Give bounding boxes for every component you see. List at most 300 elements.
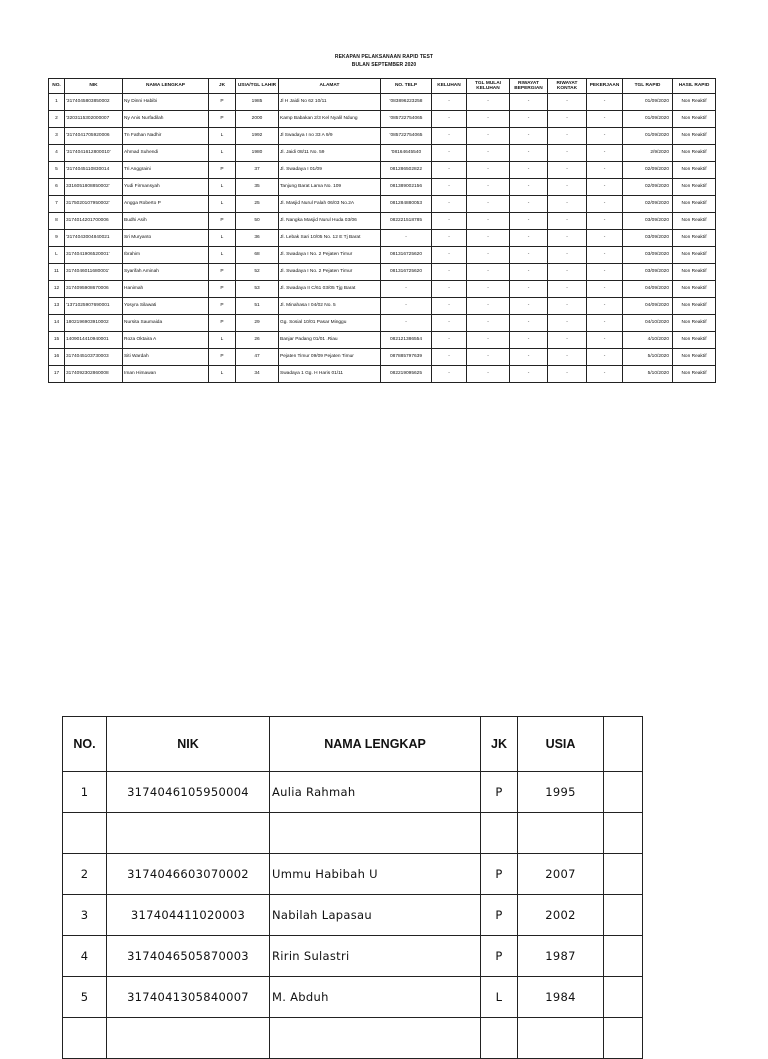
table-cell: 03/09/2020 xyxy=(623,213,673,230)
table-cell: 7 xyxy=(49,196,65,213)
table-cell: 5/10/2020 xyxy=(623,349,673,366)
table-cell: - xyxy=(510,298,548,315)
table-cell: - xyxy=(548,162,587,179)
table-cell: 5 xyxy=(49,162,65,179)
table-cell: Pejaten Timur 09/09 Pejaten Timur xyxy=(279,349,381,366)
table-cell: Ririn Sulastri xyxy=(270,936,481,977)
table-cell: Syarifah Aminah xyxy=(123,264,209,281)
table-cell: - xyxy=(467,128,510,145)
table-cell: - xyxy=(587,366,623,383)
table-cell: P xyxy=(209,315,236,332)
table-cell: - xyxy=(381,230,432,247)
table-cell: 02/09/2020 xyxy=(623,162,673,179)
table-cell: - xyxy=(510,332,548,349)
table-header-row xyxy=(49,79,716,94)
table-cell: - xyxy=(432,111,467,128)
table-cell: Kamp Babakan 2/3 Kel Nyalil Ndung xyxy=(279,111,381,128)
table-cell: '3174041612800010' xyxy=(65,145,123,162)
table-cell: - xyxy=(548,196,587,213)
table-cell: - xyxy=(587,281,623,298)
table-cell: 082221518785 xyxy=(381,213,432,230)
table-cell: P xyxy=(481,772,518,813)
table-cell: 3174014201700006 xyxy=(65,213,123,230)
table-cell: L xyxy=(209,179,236,196)
column-header: NAMA LENGKAP xyxy=(270,717,481,772)
table-row xyxy=(49,145,716,162)
table-cell: - xyxy=(587,264,623,281)
table-cell: 15 xyxy=(49,332,65,349)
table-cell: - xyxy=(510,315,548,332)
table-cell: L xyxy=(209,230,236,247)
table-cell: L xyxy=(481,977,518,1018)
table-cell: Hanimah xyxy=(123,281,209,298)
table-cell: Yosyra Silawati xyxy=(123,298,209,315)
table-cell: 13 xyxy=(49,298,65,315)
table-cell: - xyxy=(548,179,587,196)
table-cell: 3174046505870003 xyxy=(107,936,270,977)
table-cell: 087885797639 xyxy=(381,349,432,366)
table-cell: Jl. Swadaya I No. 2 Pejaten Timur xyxy=(279,247,381,264)
table-cell: P xyxy=(209,162,236,179)
table-cell: '083896223258 xyxy=(381,94,432,111)
table-cell: Budhi Asih xyxy=(123,213,209,230)
column-header: KELUHAN xyxy=(432,79,467,94)
column-header: NIK xyxy=(65,79,123,94)
table-cell: - xyxy=(510,281,548,298)
table-cell: P xyxy=(209,298,236,315)
table-cell: '08164645540 xyxy=(381,145,432,162)
table-cell: - xyxy=(432,366,467,383)
table-cell: - xyxy=(548,128,587,145)
table-cell: Non Reaktif xyxy=(673,111,716,128)
column-header: RIWAYAT BEPERGIAN xyxy=(510,79,548,94)
table-cell: 26 xyxy=(236,332,279,349)
table-row xyxy=(49,264,716,281)
table-cell: - xyxy=(548,315,587,332)
table-cell: 3 xyxy=(63,895,107,936)
table-cell: 50 xyxy=(236,213,279,230)
table-cell: 3175020107950002' xyxy=(65,196,123,213)
table-cell: - xyxy=(467,298,510,315)
column-header: ALAMAT xyxy=(279,79,381,94)
table-cell: 081286502822 xyxy=(381,162,432,179)
table-cell: Non Reaktif xyxy=(673,145,716,162)
table-cell: - xyxy=(467,264,510,281)
table-cell: '085722754065 xyxy=(381,111,432,128)
table-cell: Sri Muryanto xyxy=(123,230,209,247)
table-body xyxy=(49,94,716,383)
table-cell: Non Reaktif xyxy=(673,298,716,315)
table-cell: - xyxy=(381,315,432,332)
table-cell: 47 xyxy=(236,349,279,366)
table-cell: 1987 xyxy=(518,936,604,977)
table-row xyxy=(49,349,716,366)
table-cell xyxy=(604,854,643,895)
table-cell xyxy=(604,895,643,936)
table-row xyxy=(49,179,716,196)
column-header: NO. xyxy=(49,79,65,94)
table-cell: - xyxy=(467,366,510,383)
column-header: TGL MULAI KELUHAN xyxy=(467,79,510,94)
table-cell: Non Reaktif xyxy=(673,162,716,179)
table-cell: 02/09/2020 xyxy=(623,179,673,196)
table-cell: 2 xyxy=(63,854,107,895)
table-cell: - xyxy=(467,281,510,298)
table-cell: - xyxy=(467,196,510,213)
table-cell: - xyxy=(548,247,587,264)
table-cell: 2/9/2020 xyxy=(623,145,673,162)
column-header: PEKERJAAN xyxy=(587,79,623,94)
table-row xyxy=(63,936,643,977)
column-header: NO. xyxy=(63,717,107,772)
table-cell xyxy=(107,813,270,854)
table-cell: 082219095625 xyxy=(381,366,432,383)
table-cell: - xyxy=(467,247,510,264)
table-row xyxy=(49,298,716,315)
table-cell: - xyxy=(510,213,548,230)
table-cell: - xyxy=(432,230,467,247)
table-cell: 4 xyxy=(63,936,107,977)
table-cell: 5 xyxy=(63,977,107,1018)
table-cell: Non Reaktif xyxy=(673,315,716,332)
table-cell: 52 xyxy=(236,264,279,281)
table-cell: - xyxy=(510,230,548,247)
table-cell xyxy=(270,813,481,854)
table-cell: Jl Swadaya I no 33 A 9/9 xyxy=(279,128,381,145)
table-cell: - xyxy=(587,230,623,247)
table-cell: - xyxy=(381,281,432,298)
table-cell: Non Reaktif xyxy=(673,196,716,213)
table-cell xyxy=(518,813,604,854)
table-cell: 1984 xyxy=(518,977,604,1018)
table-cell: 3174046105950004 xyxy=(107,772,270,813)
table-cell: 3174046603070002 xyxy=(107,854,270,895)
table-cell: 9 xyxy=(49,230,65,247)
table-cell: L xyxy=(49,247,65,264)
table-cell: P xyxy=(209,111,236,128)
table-row xyxy=(49,247,716,264)
table-cell: - xyxy=(432,264,467,281)
column-header: NAMA LENGKAP xyxy=(123,79,209,94)
table-row xyxy=(49,162,716,179)
table-cell: - xyxy=(587,315,623,332)
table-cell: L xyxy=(209,128,236,145)
table-cell: Non Reaktif xyxy=(673,366,716,383)
table-cell: P xyxy=(481,895,518,936)
table-cell: - xyxy=(432,281,467,298)
table-cell: - xyxy=(587,94,623,111)
table-cell: - xyxy=(467,230,510,247)
table-cell: Aulia Rahmah xyxy=(270,772,481,813)
table-cell: 317404411020003 xyxy=(107,895,270,936)
table-cell: - xyxy=(467,213,510,230)
table-cell: L xyxy=(209,366,236,383)
table-cell: - xyxy=(432,145,467,162)
table-cell: - xyxy=(467,179,510,196)
table-cell: 29 xyxy=(236,315,279,332)
table-cell: Jl. Lebak Sari 10/05 No. 12 E Tj Barat xyxy=(279,230,381,247)
table-cell: 17 xyxy=(49,366,65,383)
table-cell: P xyxy=(209,264,236,281)
table-row xyxy=(63,977,643,1018)
table-cell: '3174043004840021 xyxy=(65,230,123,247)
table-cell: - xyxy=(467,315,510,332)
table-cell: 53 xyxy=(236,281,279,298)
table-cell: - xyxy=(432,128,467,145)
table-cell: Jl. Nangka Masjid Nurul Huda 03/06 xyxy=(279,213,381,230)
table-cell: - xyxy=(548,145,587,162)
table-cell: 6 xyxy=(49,179,65,196)
table-cell: Nursita Saumaida xyxy=(123,315,209,332)
table-cell: Non Reaktif xyxy=(673,94,716,111)
table-cell: Ahmad Suhendi xyxy=(123,145,209,162)
table-cell: Non Reaktif xyxy=(673,230,716,247)
table-cell: - xyxy=(467,162,510,179)
table-cell: 3174095908670006 xyxy=(65,281,123,298)
column-header: NIK xyxy=(107,717,270,772)
table-cell: 04/09/2020 xyxy=(623,281,673,298)
table-cell: Ibrahim xyxy=(123,247,209,264)
table-cell: 3174092302860008 xyxy=(65,366,123,383)
table-cell: Non Reaktif xyxy=(673,332,716,349)
table-cell: 2002 xyxy=(518,895,604,936)
table-cell: - xyxy=(510,247,548,264)
table-cell: 3316051808850002' xyxy=(65,179,123,196)
report-title-line-2: BULAN SEPTEMBER 2020 xyxy=(351,62,417,68)
table-row xyxy=(49,213,716,230)
table-cell: 1992 xyxy=(236,128,279,145)
table-cell: - xyxy=(510,111,548,128)
table-cell: 3174045103730003 xyxy=(65,349,123,366)
table-row xyxy=(49,332,716,349)
table-cell: 1409014410940001 xyxy=(65,332,123,349)
column-header: JK xyxy=(481,717,518,772)
table-cell: 4/10/2020 xyxy=(623,332,673,349)
column-header: JK xyxy=(209,79,236,94)
table-cell: - xyxy=(548,366,587,383)
table-cell: Tri Anggraini xyxy=(123,162,209,179)
table-cell: 37 xyxy=(236,162,279,179)
column-header: USIA xyxy=(518,717,604,772)
table-cell: P xyxy=(209,349,236,366)
table-cell: - xyxy=(548,332,587,349)
table-row xyxy=(49,281,716,298)
table-cell: 01/09/2020 xyxy=(623,111,673,128)
report-title-line-1: REKAPAN PELAKSANAAN RAPID TEST xyxy=(334,54,434,60)
table-cell: 51 xyxy=(236,298,279,315)
table-cell: 1 xyxy=(63,772,107,813)
table-cell: P xyxy=(209,213,236,230)
table-cell: Non Reaktif xyxy=(673,128,716,145)
table-cell: 3 xyxy=(49,128,65,145)
table-cell: 16 xyxy=(49,349,65,366)
table-cell: 34 xyxy=(236,366,279,383)
table-cell: 03/09/2020 xyxy=(623,264,673,281)
table-cell: Jl. Masjid Nurul Falah 06/03 No.2A xyxy=(279,196,381,213)
table-row xyxy=(49,128,716,145)
table-row xyxy=(49,111,716,128)
table-cell: 03/09/2020 xyxy=(623,247,673,264)
rapid-test-table xyxy=(48,78,716,383)
table-cell: '085722754065 xyxy=(381,128,432,145)
column-header: HASIL RAPID xyxy=(673,79,716,94)
table-cell: - xyxy=(432,196,467,213)
table-cell: 14 xyxy=(49,315,65,332)
table-cell xyxy=(604,977,643,1018)
table-row xyxy=(63,772,643,813)
table-cell: - xyxy=(510,179,548,196)
table-cell: - xyxy=(467,349,510,366)
table-cell: P xyxy=(209,281,236,298)
table-row xyxy=(63,854,643,895)
table-cell: Non Reaktif xyxy=(673,213,716,230)
table-cell: - xyxy=(548,281,587,298)
table-cell: - xyxy=(510,196,548,213)
table-cell: 02/09/2020 xyxy=(623,196,673,213)
table-cell: - xyxy=(587,145,623,162)
table-row xyxy=(49,94,716,111)
table-cell xyxy=(604,813,643,854)
table-cell: 3174041906520001' xyxy=(65,247,123,264)
table-cell: 081284880053 xyxy=(381,196,432,213)
participant-table xyxy=(62,716,643,1059)
table-body xyxy=(63,772,643,1059)
table-cell: - xyxy=(467,94,510,111)
table-cell: L xyxy=(209,247,236,264)
table-row xyxy=(63,895,643,936)
table-cell: M. Abduh xyxy=(270,977,481,1018)
table-cell: - xyxy=(587,298,623,315)
table-cell: 68 xyxy=(236,247,279,264)
table-cell: - xyxy=(432,162,467,179)
table-cell: P xyxy=(481,854,518,895)
table-cell: Jl. Minahasa I 04/02 No. 5 xyxy=(279,298,381,315)
column-header: TGL RAPID xyxy=(623,79,673,94)
table-cell: - xyxy=(587,196,623,213)
table-cell: Ny Anis Nurfadilah xyxy=(123,111,209,128)
table-cell: 11 xyxy=(49,264,65,281)
table-cell: Angga Roberto P xyxy=(123,196,209,213)
table-cell: - xyxy=(432,298,467,315)
table-cell: - xyxy=(548,349,587,366)
table-cell: Siti Wardah xyxy=(123,349,209,366)
table-cell: - xyxy=(432,179,467,196)
table-cell: - xyxy=(467,111,510,128)
table-cell: P xyxy=(209,94,236,111)
table-cell: 36 xyxy=(236,230,279,247)
column-header: RIWAYAT KONTAK xyxy=(548,79,587,94)
table-cell: - xyxy=(587,213,623,230)
table-cell: 8 xyxy=(49,213,65,230)
table-cell: - xyxy=(510,162,548,179)
table-cell: 081389002156 xyxy=(381,179,432,196)
table-cell: 04/10/2020 xyxy=(623,315,673,332)
table-cell: - xyxy=(467,145,510,162)
table-cell: Nabilah Lapasau xyxy=(270,895,481,936)
table-cell: 4 xyxy=(49,145,65,162)
table-cell: Non Reaktif xyxy=(673,349,716,366)
table-header-row xyxy=(63,717,643,772)
table-cell: - xyxy=(548,213,587,230)
table-cell: Banjar Padang 01/01 .Riau xyxy=(279,332,381,349)
table-cell: - xyxy=(548,230,587,247)
column-header: USIA/TGL LAHIR xyxy=(236,79,279,94)
table-cell: 1980 xyxy=(236,145,279,162)
table-cell: Gg. Sosial 10/01 Pasar Minggu xyxy=(279,315,381,332)
table-cell: - xyxy=(587,332,623,349)
table-cell: - xyxy=(587,128,623,145)
table-cell: 25 xyxy=(236,196,279,213)
table-cell: 2 xyxy=(49,111,65,128)
table-row xyxy=(49,230,716,247)
table-cell: 35 xyxy=(236,179,279,196)
table-cell: L xyxy=(209,332,236,349)
table-cell: Tanjung Barat Lama No. 109 xyxy=(279,179,381,196)
table-cell: 12 xyxy=(49,281,65,298)
table-cell: - xyxy=(432,332,467,349)
table-cell: - xyxy=(510,128,548,145)
table-cell: - xyxy=(432,349,467,366)
table-row xyxy=(63,813,643,854)
table-cell: 1995 xyxy=(518,772,604,813)
table-cell: - xyxy=(587,349,623,366)
table-cell: Yudi Firmansyah xyxy=(123,179,209,196)
table-cell: 5/10/2020 xyxy=(623,366,673,383)
table-cell: '3203115302000007 xyxy=(65,111,123,128)
table-cell: - xyxy=(587,162,623,179)
table-cell xyxy=(604,772,643,813)
table-cell: Iman Himawan xyxy=(123,366,209,383)
table-cell: Non Reaktif xyxy=(673,179,716,196)
table-cell: Swadaya 1 Gg. H Haris 01/11 xyxy=(279,366,381,383)
table-cell: 3174046011680001' xyxy=(65,264,123,281)
table-cell: Roza Oktaira A xyxy=(123,332,209,349)
table-cell: - xyxy=(510,366,548,383)
table-cell: - xyxy=(548,94,587,111)
table-cell: 1802196903910002 xyxy=(65,315,123,332)
table-cell: 082121386554 xyxy=(381,332,432,349)
table-cell: Jl. Swadaya I No. 2 Pejaten Timur xyxy=(279,264,381,281)
table-cell: Non Reaktif xyxy=(673,264,716,281)
table-cell: - xyxy=(467,332,510,349)
table-cell: 2007 xyxy=(518,854,604,895)
table-cell: - xyxy=(548,298,587,315)
table-cell: 081316725620 xyxy=(381,247,432,264)
table-row xyxy=(49,315,716,332)
table-cell: 3174041305840007 xyxy=(107,977,270,1018)
table-cell: '3174045803850002 xyxy=(65,94,123,111)
table-cell: Tn Fathan Nadhir xyxy=(123,128,209,145)
table-cell: Non Reaktif xyxy=(673,247,716,264)
table-cell: P xyxy=(481,936,518,977)
table-cell: 01/09/2020 xyxy=(623,128,673,145)
table-row xyxy=(49,196,716,213)
table-cell: - xyxy=(432,213,467,230)
table-cell: - xyxy=(510,94,548,111)
column-header xyxy=(604,717,643,772)
table-cell: - xyxy=(548,264,587,281)
table-cell: L xyxy=(209,196,236,213)
table-cell: - xyxy=(587,179,623,196)
table-cell: - xyxy=(587,111,623,128)
table-cell: - xyxy=(381,298,432,315)
table-cell: 01/09/2020 xyxy=(623,94,673,111)
table-cell: Jl. Swadaya II C/61 03/05 Tjg Barat xyxy=(279,281,381,298)
table-cell: - xyxy=(548,111,587,128)
table-cell: Ummu Habibah U xyxy=(270,854,481,895)
table-cell: 04/09/2020 xyxy=(623,298,673,315)
table-cell: Ny Dinni Habibi xyxy=(123,94,209,111)
